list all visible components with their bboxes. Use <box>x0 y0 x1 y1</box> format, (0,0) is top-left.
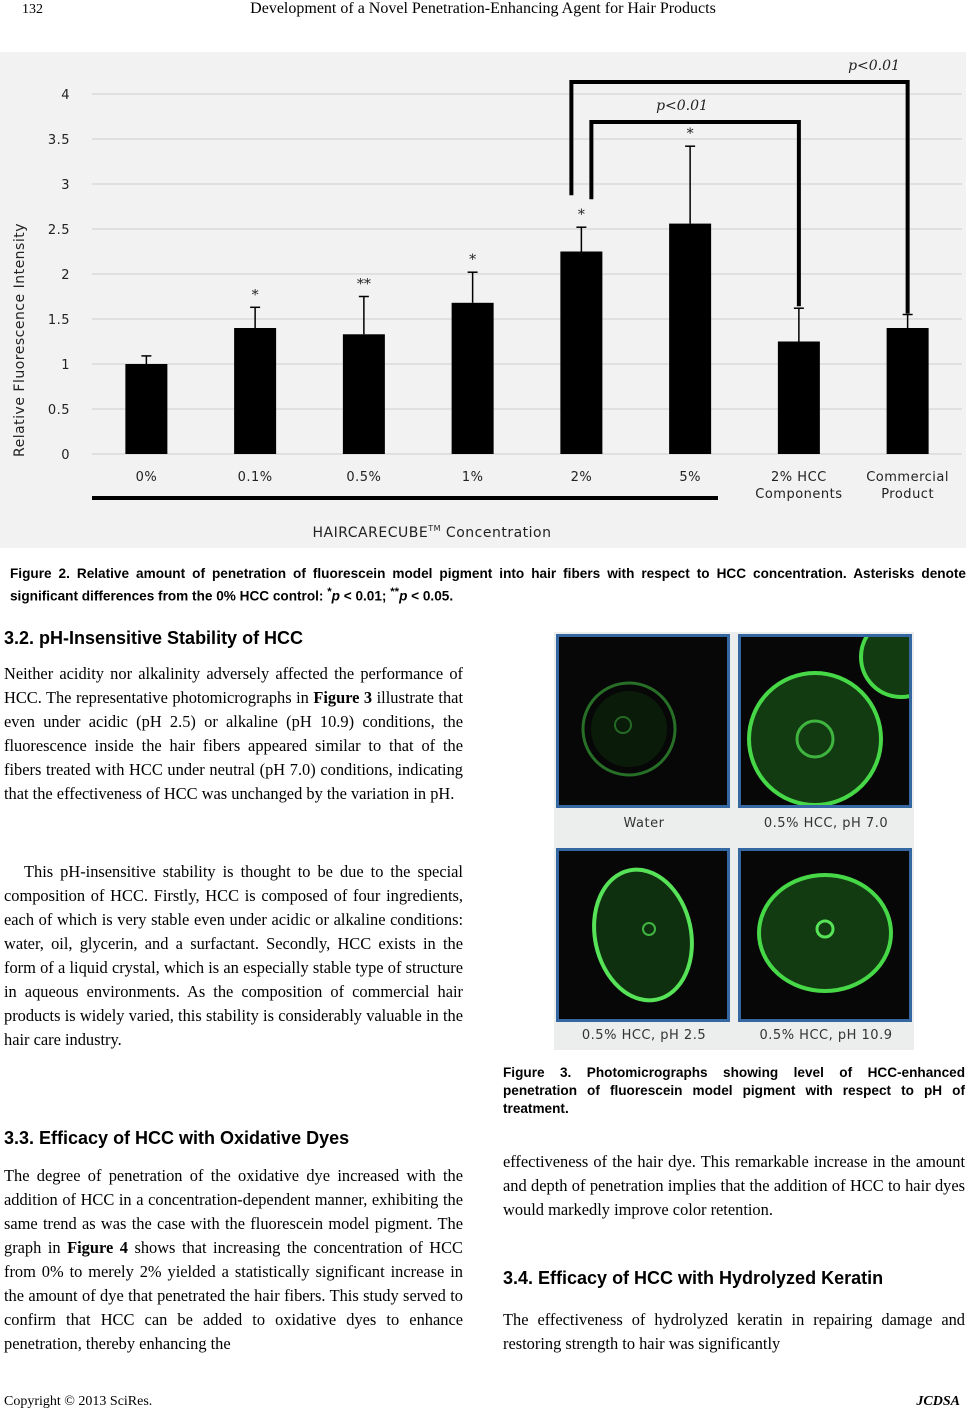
micrograph-label: 0.5% HCC, pH 7.0 <box>763 816 889 831</box>
bar <box>343 334 385 454</box>
y-tick-label: 4 <box>61 88 70 103</box>
paragraph: This pH-insensitive stability is thought to be due to the special composition of HCC. Firstly, HCC is composed of four ingredients, each of which is very stable even under acidic or alkaline conditions: water, oil, glycerin, and a surfactant. Secondly, HCC exists in the form of a liquid crystal, which is an especially stable type of structure in aqueous environments. As the composition of commercial hair products is widely varied, this stability is considerably valuable in the hair care industry. <box>4 862 463 1049</box>
section-heading-3-2: 3.2. pH-Insensitive Stability of HCC <box>4 628 304 648</box>
bar <box>452 303 494 454</box>
y-tick-label: 0.5 <box>47 403 70 418</box>
figure-3-photomicrographs <box>554 632 914 1050</box>
significance-marker: ** <box>356 276 371 293</box>
paragraph: Neither acidity nor alkalinity adversely affected the performance of HCC. The representative photomicrographs in Figure 3 illustrate that even under acidic (pH 2.5) or alkaline (pH 10.9) conditions, the fluorescence inside the hair fibers appeared similar to that of the fibers treated with HCC under neutral (pH 7.0) conditions, indicating that the effectiveness of HCC was unchanged by the variation in pH. <box>4 664 464 803</box>
p-value-label: p<0.01 <box>656 98 708 114</box>
section-heading-3-3: 3.3. Efficacy of HCC with Oxidative Dyes <box>4 1128 350 1148</box>
micrograph-label: Water <box>623 816 665 831</box>
micrograph-ph-7 <box>738 634 912 808</box>
running-title: Development of a Novel Penetration-Enhancing Agent for Hair Products <box>250 0 716 17</box>
y-tick-label: 3 <box>61 178 70 193</box>
bar <box>669 224 711 454</box>
micrograph-ph-10-9 <box>738 848 912 1022</box>
micrograph-label: 0.5% HCC, pH 10.9 <box>759 1028 893 1043</box>
x-tick-label: Commercial <box>866 470 950 485</box>
bar <box>778 342 820 455</box>
x-tick-label: Product <box>881 487 935 502</box>
page-number: 132 <box>22 2 43 17</box>
figure-2-chart <box>0 52 966 548</box>
x-tick-label: Components <box>755 487 843 502</box>
footer-copyright: Copyright © 2013 SciRes. <box>4 1394 153 1409</box>
section-heading-3-4: 3.4. Efficacy of HCC with Hydrolyzed Keratin <box>503 1268 884 1288</box>
p-value-label: p<0.01 <box>848 58 900 74</box>
y-tick-label: 0 <box>61 448 70 463</box>
significance-marker: * <box>686 126 694 143</box>
micrograph-label: 0.5% HCC, pH 2.5 <box>581 1028 707 1043</box>
micrograph-ph-2-5 <box>556 848 730 1022</box>
paragraph: effectiveness of the hair dye. This remarkable increase in the amount and depth of penetration implies that the addition of HCC to hair dyes would markedly improve color retention. <box>503 1152 965 1219</box>
x-tick-label: 0.5% <box>346 470 382 485</box>
significance-bracket <box>571 82 907 314</box>
x-tick-label: 2% HCC <box>771 470 827 485</box>
paragraph: The degree of penetration of the oxidative dye increased with the addition of HCC in a concentration-dependent manner, exhibiting the same trend as was the case with the fluorescein model pigment. The graph in Figure 4 shows that increasing the concentration of HCC from 0% to merely 2% yielded a statistically significant increase in the amount of dye that penetrated the hair fibers. This study served to confirm that HCC can be added to oxidative dyes to enhance penetration, thereby enhancing the <box>4 1166 463 1353</box>
figure-2-caption: Figure 2. Relative amount of penetration of fluorescein model pigment into hair fibers with respect to HCC concentration. Asterisks denote significant differences from the 0% HCC control: *p < 0.01; **p < 0.05. <box>10 566 966 604</box>
x-tick-label: 0.1% <box>237 470 273 485</box>
y-tick-label: 2 <box>61 268 70 283</box>
paragraph: The effectiveness of hydrolyzed keratin in repairing damage and restoring strength to hair was significantly <box>503 1310 965 1353</box>
bar <box>234 328 276 454</box>
micrograph-water <box>556 634 730 808</box>
footer-journal: JCDSA <box>916 1394 960 1409</box>
y-tick-label: 3.5 <box>47 133 70 148</box>
y-tick-label: 2.5 <box>47 223 70 238</box>
y-axis-label: Relative Fluorescence Intensity <box>12 222 28 458</box>
x-tick-label: 2% <box>570 470 593 485</box>
x-tick-label: 1% <box>461 470 484 485</box>
x-tick-label: 5% <box>679 470 701 485</box>
significance-marker: * <box>469 252 477 269</box>
bar <box>560 252 602 455</box>
x-axis-label: HAIRCARECUBE™ Concentration <box>312 524 552 541</box>
y-tick-label: 1.5 <box>47 313 70 328</box>
y-tick-label: 1 <box>61 358 70 373</box>
bar-chart-svg <box>0 52 966 548</box>
significance-marker: * <box>251 287 259 304</box>
significance-marker: * <box>577 207 585 224</box>
bar <box>887 328 929 454</box>
figure-3-caption: Figure 3. Photomicrographs showing level of HCC-enhanced penetration of fluorescein model pigment with respect to pH of treatment. <box>503 1065 965 1116</box>
bar <box>125 364 167 454</box>
x-tick-label: 0% <box>135 470 158 485</box>
